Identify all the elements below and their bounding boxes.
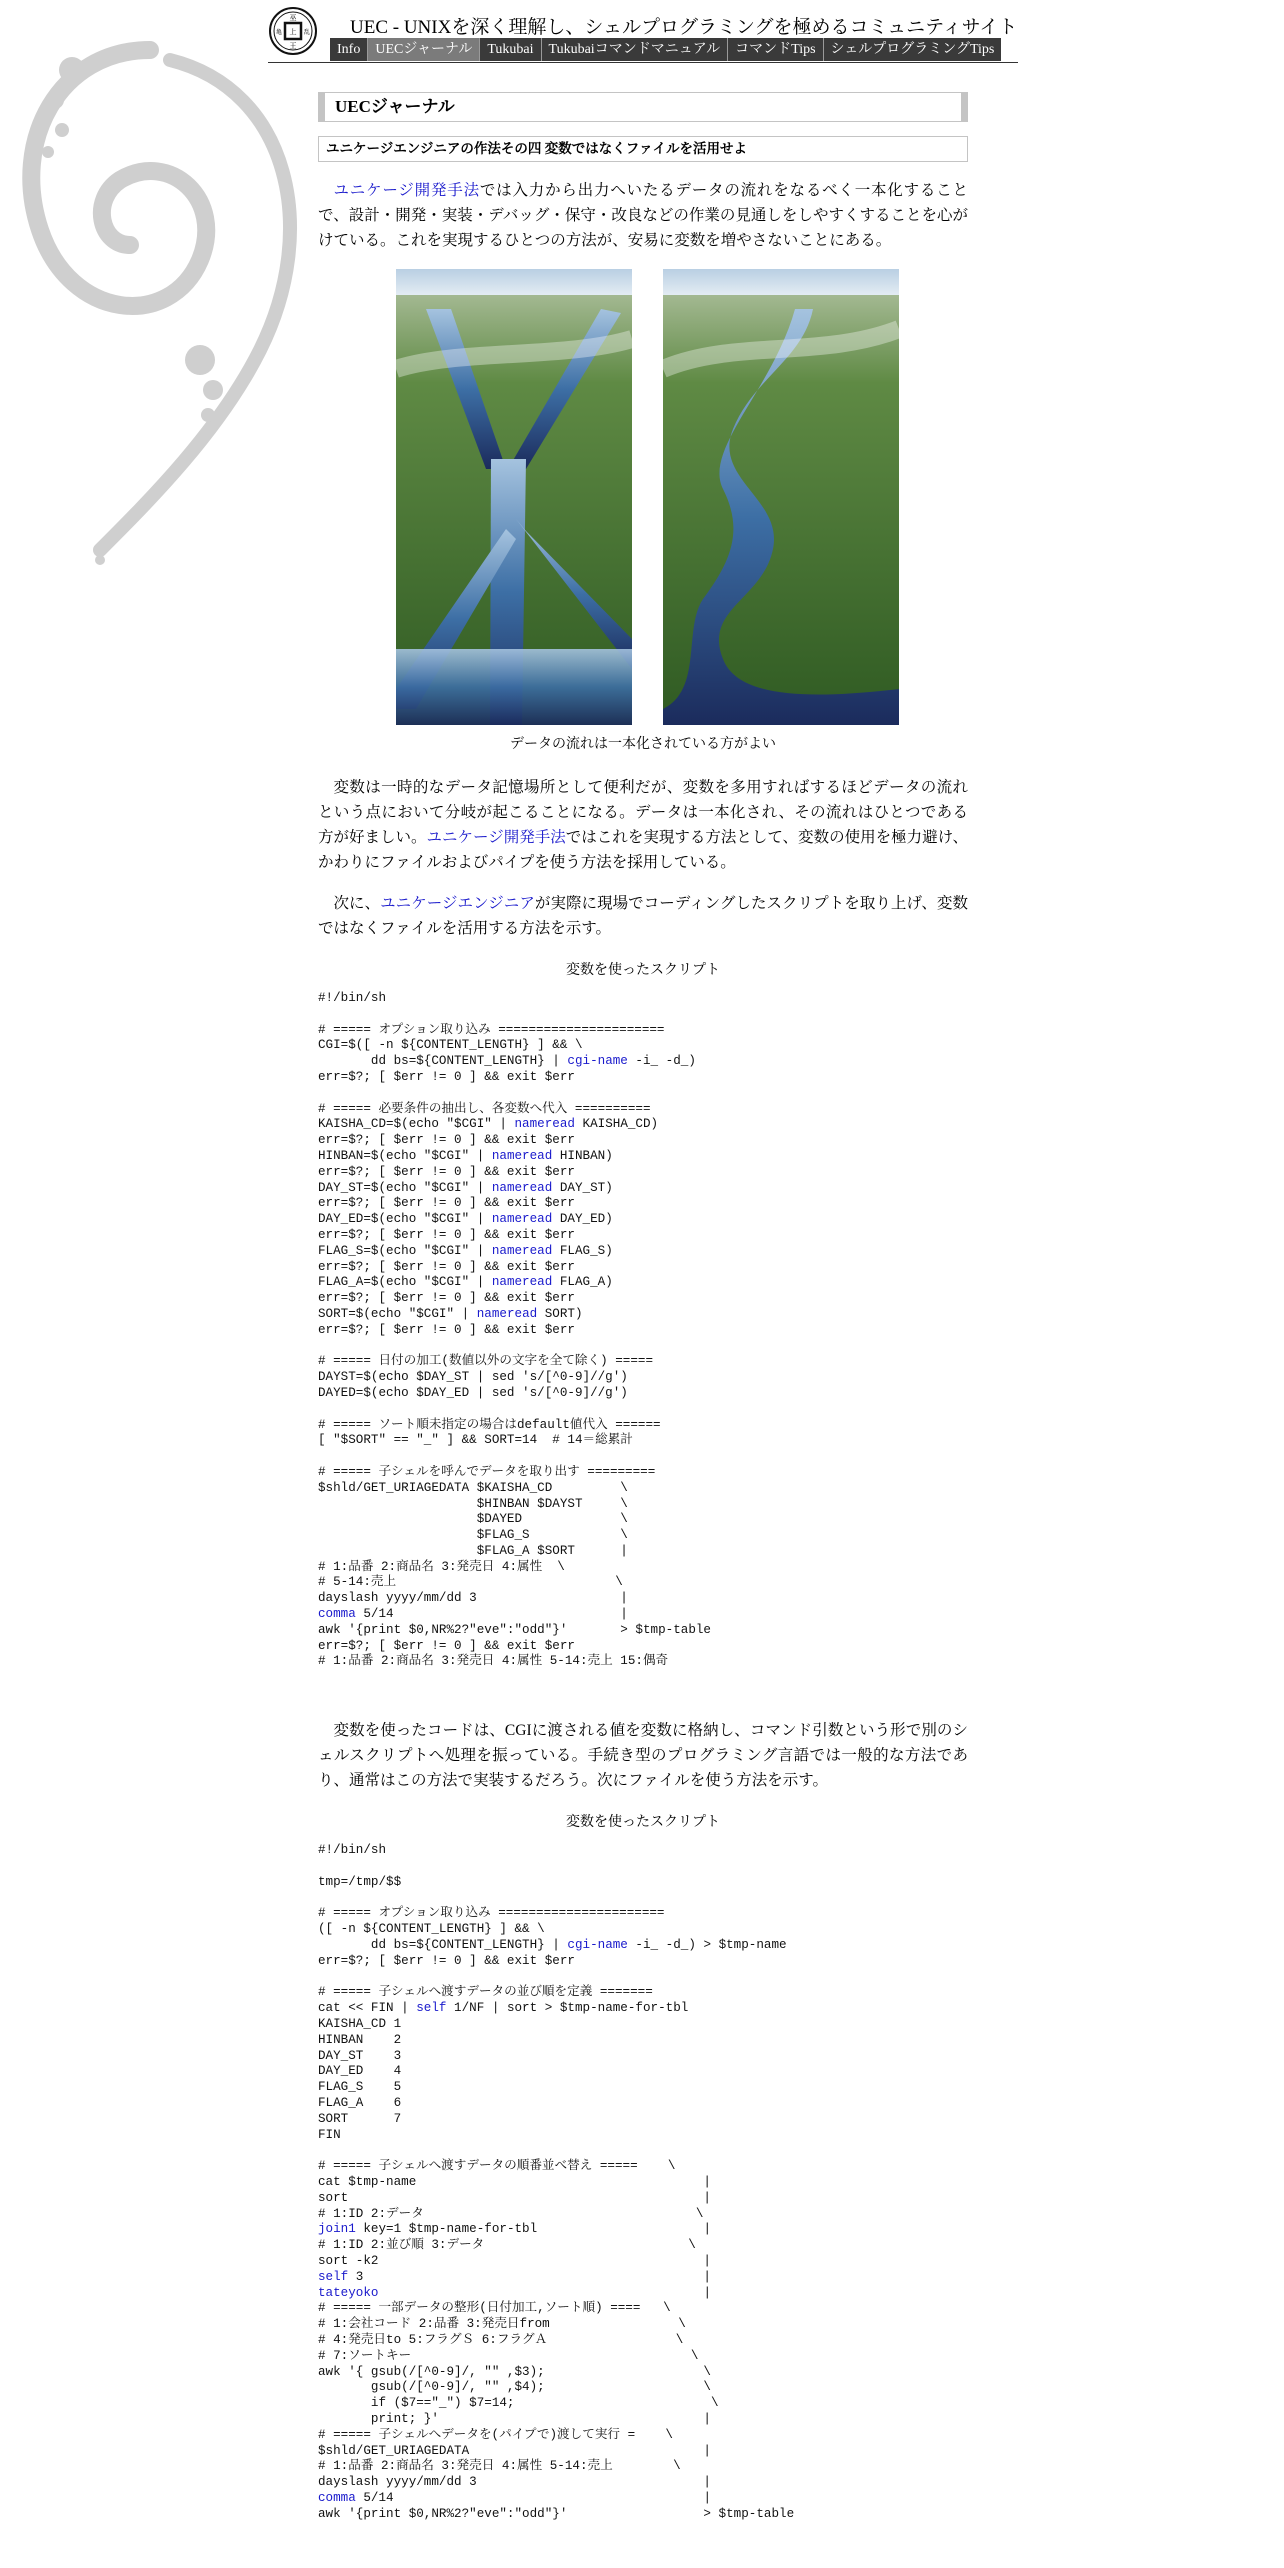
code2-line: sort -k2 | bbox=[318, 2253, 711, 2268]
code2-line: join1 key=1 $tmp-name-for-tbl | bbox=[318, 2222, 711, 2237]
code1-line: dd bs=${CONTENT_LENGTH} | cgi-name -i_ -d_) bbox=[318, 1054, 696, 1069]
code2-line: cat $tmp-name | bbox=[318, 2175, 711, 2189]
code2-line: HINBAN 2 bbox=[318, 2032, 402, 2047]
code1-line: DAYED=$(echo $DAY_ED | sed 's/[^0-9]//g') bbox=[318, 1385, 628, 1400]
code1-line: err=$?; [ $err != 0 ] && exit $err bbox=[318, 1133, 575, 1148]
main-content bbox=[318, 92, 968, 2523]
code2-line: # ===== 子シェルへデータを(パイプで)渡して実行 = \ bbox=[318, 2427, 673, 2442]
code1-line: err=$?; [ $err != 0 ] && exit $err bbox=[318, 1164, 575, 1179]
code2-line: # 1:ID 2:並び順 3:データ \ bbox=[318, 2238, 696, 2253]
nav-command-tips[interactable]: コマンドTips bbox=[728, 38, 823, 61]
code1-line: HINBAN=$(echo "$CGI" | nameread HINBAN) bbox=[318, 1148, 613, 1163]
command-link-nameread[interactable]: nameread bbox=[491, 1212, 553, 1227]
svg-text:上: 上 bbox=[289, 28, 297, 36]
code2-line: tmp=/tmp/$$ bbox=[318, 1874, 402, 1889]
link-unicage-method[interactable]: ユニケージ開発手法 bbox=[333, 182, 480, 199]
nav-info[interactable]: Info bbox=[330, 38, 368, 61]
code1-line: DAY_ST=$(echo "$CGI" | nameread DAY_ST) bbox=[318, 1180, 613, 1195]
code-caption-variables: 変数を使ったスクリプト bbox=[566, 963, 720, 978]
code2-line: if ($7=="_") $7=14; \ bbox=[318, 2396, 719, 2411]
figure-branching-river-image bbox=[396, 269, 632, 725]
code1-line: err=$?; [ $err != 0 ] && exit $err bbox=[318, 1069, 575, 1084]
code1-line: comma 5/14 | bbox=[318, 1607, 628, 1622]
command-link-nameread[interactable]: nameread bbox=[476, 1306, 538, 1321]
code1-line: # 5-14:売上 \ bbox=[318, 1575, 623, 1590]
paragraph-intro: ユニケージ開発手法では入力から出力へいたるデータの流れをなるべく一本化することで、設計・開発・実装・デバッグ・保守・改良などの作業の見通しをしやすくすることを心がけている。これを実現するひとつの方法が、安易に変数を増やさないことにある。 bbox=[318, 182, 968, 249]
command-link-nameread[interactable]: nameread bbox=[491, 1180, 553, 1195]
code1-line: FLAG_S=$(echo "$CGI" | nameread FLAG_S) bbox=[318, 1243, 613, 1258]
code1-line: # ===== オプション取り込み ====================== bbox=[318, 1022, 665, 1037]
command-link-comma[interactable]: comma bbox=[318, 2490, 356, 2505]
decorative-swirl bbox=[0, 30, 330, 590]
code1-line: $DAYED \ bbox=[318, 1512, 628, 1527]
code2-line: FIN bbox=[318, 2127, 341, 2142]
section-title: UECジャーナル bbox=[318, 92, 968, 122]
nav-uec-journal[interactable]: UECジャーナル bbox=[368, 38, 480, 61]
code1-line: # ===== ソート順未指定の場合はdefault値代入 ====== bbox=[318, 1417, 661, 1432]
site-title[interactable]: UEC - UNIXを深く理解し、シェルプログラミングを極めるコミュニティサイト bbox=[350, 17, 1018, 38]
code2-line: FLAG_A 6 bbox=[318, 2096, 402, 2111]
code2-line: self 3 | bbox=[318, 2269, 711, 2284]
command-link-self[interactable]: self bbox=[318, 2269, 349, 2284]
code2-line: gsub(/[^0-9]/, "" ,$4); \ bbox=[318, 2380, 711, 2395]
code2-line: print; }' | bbox=[318, 2411, 711, 2426]
figure-data-flow bbox=[318, 269, 968, 759]
code2-line: sort | bbox=[318, 2190, 711, 2205]
code2-line: cat << FIN | self 1/NF | sort > $tmp-name-for-tbl bbox=[318, 2001, 689, 2016]
code1-line: $shld/GET_URIAGEDATA $KAISHA_CD \ bbox=[318, 1480, 628, 1495]
code1-line: err=$?; [ $err != 0 ] && exit $err bbox=[318, 1227, 575, 1242]
command-link-join1[interactable]: join1 bbox=[318, 2222, 356, 2237]
command-link-self[interactable]: self bbox=[416, 2001, 447, 2016]
command-link-nameread[interactable]: nameread bbox=[491, 1243, 553, 1258]
figure-single-river-image bbox=[663, 269, 899, 725]
site-logo[interactable] bbox=[268, 6, 318, 56]
code2-line: DAY_ED 4 bbox=[318, 2064, 402, 2079]
code2-line: comma 5/14 | bbox=[318, 2490, 711, 2505]
nav-shell-programming-tips[interactable]: シェルプログラミングTips bbox=[830, 42, 995, 57]
code2-line: # 4:発売日to 5:フラグＳ 6:フラグＡ \ bbox=[318, 2332, 684, 2347]
code1-line: err=$?; [ $err != 0 ] && exit $err bbox=[318, 1291, 575, 1306]
command-link-nameread[interactable]: nameread bbox=[514, 1117, 575, 1132]
code2-line: # 1:ID 2:データ \ bbox=[318, 2206, 704, 2221]
command-link-cgi-name[interactable]: cgi-name bbox=[567, 1054, 628, 1069]
code2-line: dd bs=${CONTENT_LENGTH} | cgi-name -i_ -d_) > $tmp-name bbox=[318, 1938, 787, 1953]
code1-line: $FLAG_S \ bbox=[318, 1528, 628, 1543]
command-link-nameread[interactable]: nameread bbox=[491, 1148, 553, 1163]
code1-line: #!/bin/sh bbox=[318, 991, 387, 1005]
paragraph-next: 次に、ユニケージエンジニアが実際に現場でコーディングしたスクリプトを取り上げ、変数ではなくファイルを活用する方法を示す。 bbox=[318, 895, 968, 937]
code2-line: tateyoko | bbox=[318, 2285, 711, 2300]
code1-line: err=$?; [ $err != 0 ] && exit $err bbox=[318, 1196, 575, 1211]
code1-line: # 1:品番 2:商品名 3:発売日 4:属性 5-14:売上 15:偶奇 bbox=[318, 1654, 669, 1669]
code1-line: [ "$SORT" == "_" ] && SORT=14 # 14＝総累計 bbox=[318, 1433, 633, 1448]
code-block-files bbox=[318, 1843, 968, 2522]
code2-line: # ===== 子シェルへ渡すデータの順番並べ替え ===== \ bbox=[318, 2159, 676, 2174]
code2-line: FLAG_S 5 bbox=[318, 2080, 402, 2095]
code1-line: # ===== 日付の加工(数値以外の文字を全て除く) ===== bbox=[318, 1354, 654, 1369]
code1-line: FLAG_A=$(echo "$CGI" | nameread FLAG_A) bbox=[318, 1275, 613, 1290]
paragraph-explanation: 変数を使ったコードは、CGIに渡される値を変数に格納し、コマンド引数という形で別のシェルスクリプトへ処理を振っている。手続き型のプログラミング言語では一般的な方法であり、通常はこの方法で実装するだろう。次にファイルを使う方法を示す。 bbox=[318, 1722, 968, 1790]
header-divider bbox=[268, 62, 1018, 63]
code1-line: awk '{print $0,NR%2?"eve":"odd"}' > $tmp-table bbox=[318, 1622, 711, 1637]
code2-line: awk '{print $0,NR%2?"eve":"odd"}' > $tmp-table bbox=[318, 2506, 795, 2521]
code1-line: err=$?; [ $err != 0 ] && exit $err bbox=[318, 1638, 575, 1653]
paragraph-variables: 変数は一時的なデータ記憶場所として便利だが、変数を多用すればするほどデータの流れという点において分岐が起こることになる。データは一本化され、その流れはひとつである方が好ましい。ユニケージ開発手法ではこれを実現する方法として、変数の使用を極力避け、かわりにファイルおよびパイプを使う方法を採用している。 bbox=[318, 779, 968, 871]
command-link-comma[interactable]: comma bbox=[318, 1607, 356, 1622]
code-block-variables bbox=[318, 991, 968, 1670]
code2-line: dayslash yyyy/mm/dd 3 | bbox=[318, 2475, 711, 2490]
code2-line: err=$?; [ $err != 0 ] && exit $err bbox=[318, 1953, 575, 1968]
link-unicage-method-2[interactable]: ユニケージ開発手法 bbox=[426, 829, 566, 846]
code1-line: dayslash yyyy/mm/dd 3 | bbox=[318, 1591, 628, 1606]
nav-tukubai[interactable]: Tukubai bbox=[480, 38, 541, 61]
figure-caption: データの流れは一本化されている方がよい bbox=[510, 737, 776, 752]
code1-line: SORT=$(echo "$CGI" | nameread SORT) bbox=[318, 1306, 583, 1321]
nav-tukubai-command-manual[interactable]: Tukubaiコマンドマニュアル bbox=[542, 38, 729, 61]
site-header bbox=[268, 0, 1028, 66]
svg-text:巫: 巫 bbox=[289, 14, 297, 22]
link-unicage-engineer[interactable]: ユニケージエンジニア bbox=[380, 895, 535, 912]
code-caption-files: 変数を使ったスクリプト bbox=[566, 1815, 720, 1831]
code1-line: DAY_ED=$(echo "$CGI" | nameread DAY_ED) bbox=[318, 1212, 613, 1227]
code2-line: # 1:品番 2:商品名 3:発売日 4:属性 5-14:売上 \ bbox=[318, 2459, 681, 2474]
code2-line: KAISHA_CD 1 bbox=[318, 2017, 402, 2032]
code1-line: DAYST=$(echo $DAY_ST | sed 's/[^0-9]//g') bbox=[318, 1370, 628, 1385]
code1-line: # 1:品番 2:商品名 3:発売日 4:属性 \ bbox=[318, 1559, 565, 1574]
code1-line: # ===== 子シェルを呼んでデータを取り出す ========= bbox=[318, 1464, 656, 1479]
svg-text:亀: 亀 bbox=[275, 30, 283, 36]
code2-line: $shld/GET_URIAGEDATA | bbox=[318, 2443, 711, 2458]
command-link-tateyoko[interactable]: tateyoko bbox=[318, 2285, 379, 2300]
main-navigation bbox=[330, 38, 1001, 61]
code2-line: # 7:ソートキー \ bbox=[318, 2348, 699, 2363]
svg-text:王: 王 bbox=[289, 42, 297, 50]
code2-line: # 1:会社コード 2:品番 3:発売日from \ bbox=[318, 2317, 686, 2332]
code2-line: # ===== 一部データの整形(日付加工,ソート順) ==== \ bbox=[318, 2301, 671, 2316]
code2-line: DAY_ST 3 bbox=[318, 2048, 402, 2063]
code2-line: SORT 7 bbox=[318, 2111, 402, 2126]
svg-text:乱: 乱 bbox=[303, 30, 311, 36]
code1-line: err=$?; [ $err != 0 ] && exit $err bbox=[318, 1322, 575, 1337]
article-title: ユニケージエンジニアの作法その四 変数ではなくファイルを活用せよ bbox=[318, 136, 968, 162]
code1-line: # ===== 必要条件の抽出し、各変数へ代入 ========== bbox=[318, 1101, 651, 1116]
command-link-nameread[interactable]: nameread bbox=[491, 1275, 553, 1290]
code1-line: CGI=$([ -n ${CONTENT_LENGTH} ] && \ bbox=[318, 1038, 583, 1053]
command-link-cgi-name[interactable]: cgi-name bbox=[567, 1938, 628, 1953]
code2-line: #!/bin/sh bbox=[318, 1843, 387, 1858]
code1-line: err=$?; [ $err != 0 ] && exit $err bbox=[318, 1259, 575, 1274]
code1-line: KAISHA_CD=$(echo "$CGI" | nameread KAISHA_CD) bbox=[318, 1117, 659, 1132]
code2-line: ([ -n ${CONTENT_LENGTH} ] && \ bbox=[318, 1922, 545, 1937]
code1-line: $HINBAN $DAYST \ bbox=[318, 1496, 628, 1511]
code1-line: $FLAG_A $SORT | bbox=[318, 1543, 628, 1558]
code2-line: awk '{ gsub(/[^0-9]/, "" ,$3); \ bbox=[318, 2364, 711, 2379]
code2-line: # ===== 子シェルへ渡すデータの並び順を定義 ======= bbox=[318, 1985, 653, 2000]
code2-line: # ===== オプション取り込み ====================== bbox=[318, 1906, 665, 1921]
